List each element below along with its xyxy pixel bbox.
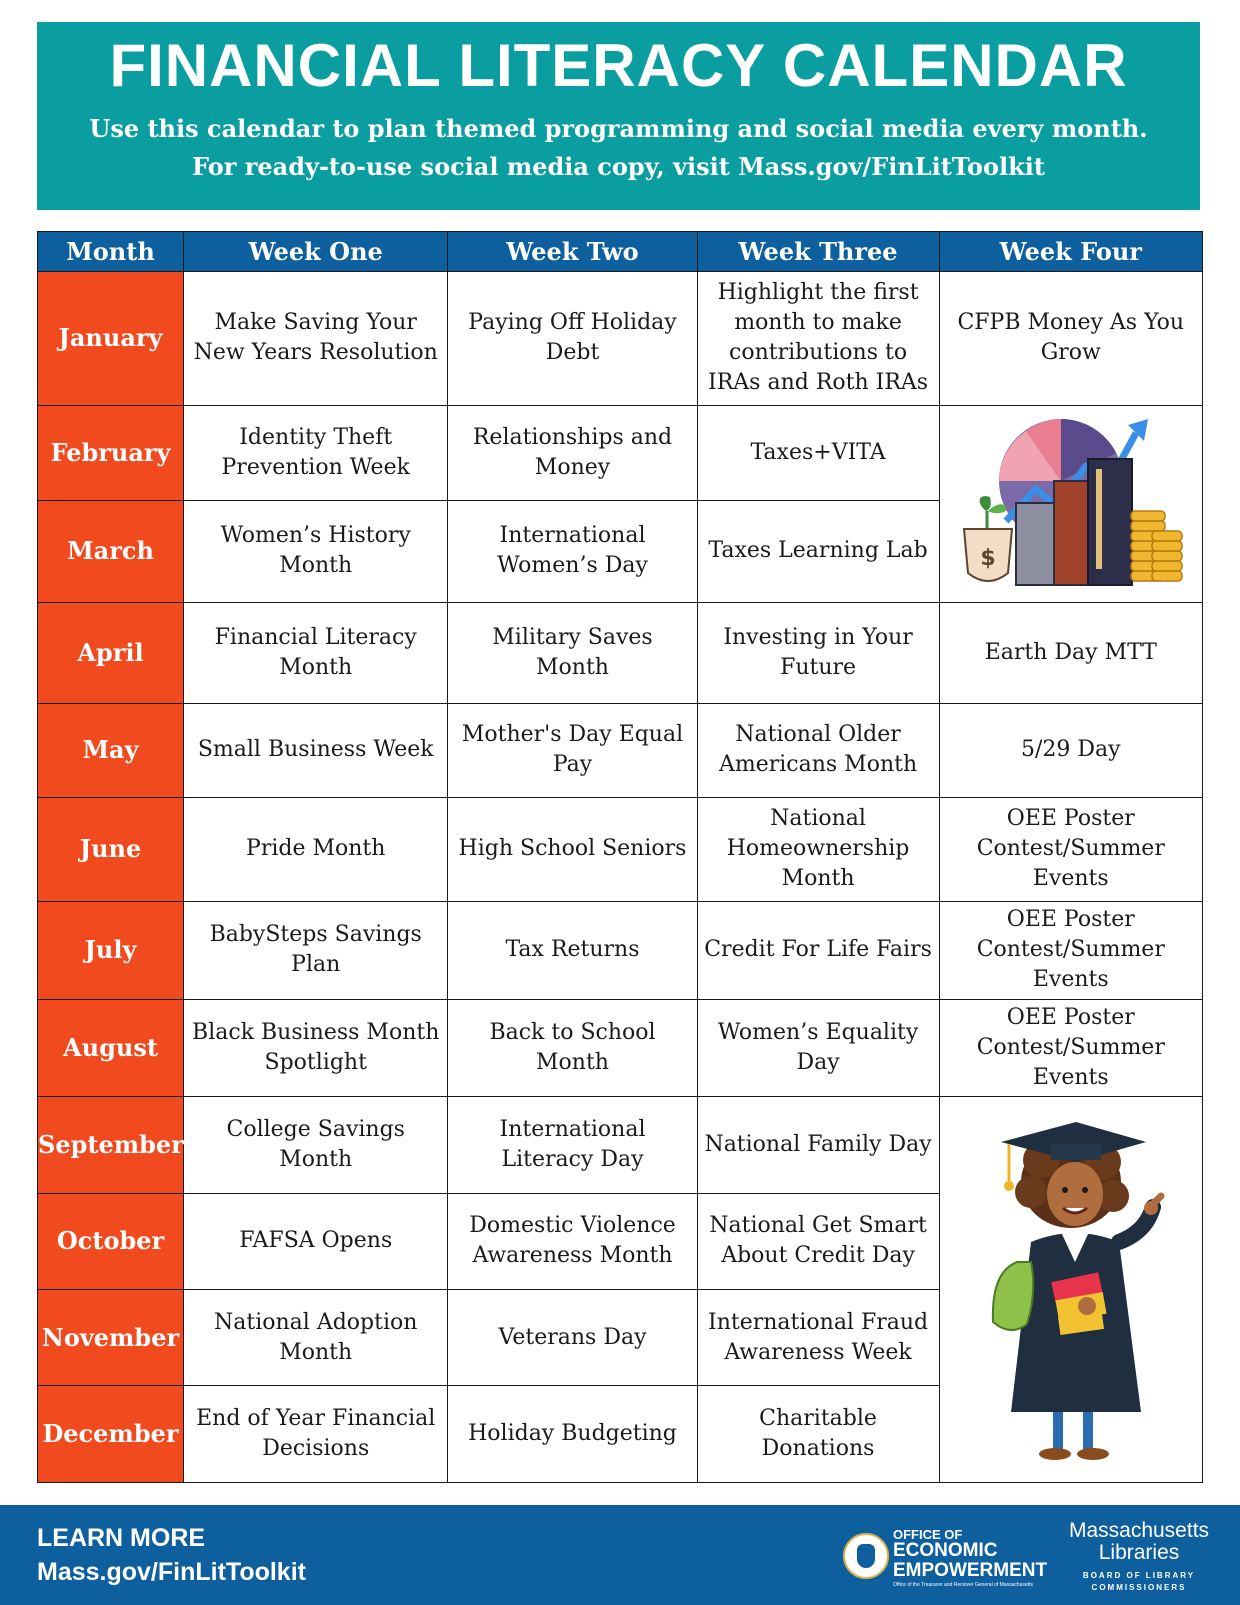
week-two-cell: Veterans Day	[448, 1289, 697, 1385]
week-one-cell: BabySteps Savings Plan	[184, 902, 448, 999]
month-cell: January	[38, 272, 184, 406]
column-header-week-four: Week Four	[939, 232, 1202, 272]
month-cell: December	[38, 1386, 184, 1483]
month-cell: October	[38, 1193, 184, 1289]
week-one-cell: Black Business Month Spotlight	[184, 999, 448, 1096]
week-four-cell: 5/29 Day	[939, 704, 1202, 797]
table-row	[38, 999, 1203, 1096]
week-three-cell: Investing in Your Future	[697, 602, 939, 704]
week-three-cell: Credit For Life Fairs	[697, 902, 939, 999]
oee-logo-line-3: EMPOWERMENT	[893, 1560, 1048, 1581]
mass-libraries-logo	[1064, 1520, 1214, 1594]
subtitle-line-1: Use this calendar to plan themed programming and social media every month.	[89, 114, 1148, 143]
month-cell: August	[38, 999, 184, 1096]
column-header-month: Month	[38, 232, 184, 272]
column-header-week-two: Week Two	[448, 232, 697, 272]
week-one-cell: Make Saving Your New Years Resolution	[184, 272, 448, 406]
week-two-cell: International Literacy Day	[448, 1097, 697, 1193]
month-cell: April	[38, 602, 184, 704]
week-three-cell: Taxes+VITA	[697, 405, 939, 500]
week-two-cell: Relationships and Money	[448, 405, 697, 500]
month-cell: June	[38, 797, 184, 902]
toolkit-link[interactable]: Mass.gov/FinLitToolkit	[37, 1558, 306, 1586]
week-four-cell: OEE Poster Contest/Summer Events	[939, 797, 1202, 902]
finance-illustration-cell	[939, 405, 1202, 602]
table-row	[38, 797, 1203, 902]
week-one-cell: Small Business Week	[184, 704, 448, 797]
calendar-table	[37, 231, 1203, 1483]
week-two-cell: International Women’s Day	[448, 501, 697, 603]
week-three-cell: Charitable Donations	[697, 1386, 939, 1483]
week-two-cell: Tax Returns	[448, 902, 697, 999]
week-three-cell: Taxes Learning Lab	[697, 501, 939, 603]
table-row	[38, 704, 1203, 797]
learn-more-label: LEARN MORE	[37, 1524, 206, 1552]
week-one-cell: Identity Theft Prevention Week	[184, 405, 448, 500]
week-three-cell: National Family Day	[697, 1097, 939, 1193]
graduate-illustration-icon	[971, 1112, 1171, 1467]
week-one-cell: Women’s History Month	[184, 501, 448, 603]
week-two-cell: Domestic Violence Awareness Month	[448, 1193, 697, 1289]
table-row	[38, 902, 1203, 999]
subtitle-line-2: For ready-to-use social media copy, visit Mass.gov/FinLitToolkit	[192, 152, 1045, 181]
mass-libraries-line-3: BOARD OF LIBRARY COMMISSIONERS	[1082, 1571, 1196, 1592]
week-three-cell: National Get Smart About Credit Day	[697, 1193, 939, 1289]
table-row	[38, 1097, 1203, 1193]
finance-growth-illustration-icon	[956, 411, 1186, 596]
week-three-cell: National Older Americans Month	[697, 704, 939, 797]
week-four-cell: CFPB Money As You Grow	[939, 272, 1202, 406]
column-header-week-one: Week One	[184, 232, 448, 272]
month-cell: March	[38, 501, 184, 603]
column-header-week-three: Week Three	[697, 232, 939, 272]
month-cell: November	[38, 1289, 184, 1385]
week-two-cell: Paying Off Holiday Debt	[448, 272, 697, 406]
week-four-cell: OEE Poster Contest/Summer Events	[939, 999, 1202, 1096]
week-two-cell: Mother's Day Equal Pay	[448, 704, 697, 797]
month-cell: September	[38, 1097, 184, 1193]
week-one-cell: National Adoption Month	[184, 1289, 448, 1385]
week-two-cell: Military Saves Month	[448, 602, 697, 704]
oee-logo-line-4: Office of the Treasurer and Receiver General of Massachusetts	[893, 1582, 1033, 1588]
learn-more-block	[37, 1521, 306, 1589]
month-cell: February	[38, 405, 184, 500]
week-one-cell: FAFSA Opens	[184, 1193, 448, 1289]
table-row	[38, 405, 1203, 500]
week-four-cell: Earth Day MTT	[939, 602, 1202, 704]
mass-libraries-line-1: Massachusetts	[1068, 1519, 1210, 1542]
week-three-cell: International Fraud Awareness Week	[697, 1289, 939, 1385]
footer-bar	[0, 1505, 1240, 1605]
massachusetts-seal-icon	[843, 1533, 889, 1579]
week-two-cell: High School Seniors	[448, 797, 697, 902]
week-two-cell: Back to School Month	[448, 999, 697, 1096]
week-three-cell: Women’s Equality Day	[697, 999, 939, 1096]
week-four-cell: OEE Poster Contest/Summer Events	[939, 902, 1202, 999]
page-title: FINANCIAL LITERACY CALENDAR	[109, 32, 1128, 99]
week-three-cell: Highlight the first month to make contributions to IRAs and Roth IRAs	[697, 272, 939, 406]
oee-logo-line-1: OFFICE OF	[893, 1527, 963, 1542]
oee-logo-line-2: ECONOMIC	[893, 1540, 998, 1561]
week-one-cell: End of Year Financial Decisions	[184, 1386, 448, 1483]
graduate-illustration-cell	[939, 1097, 1202, 1483]
table-row	[38, 602, 1203, 704]
week-one-cell: Pride Month	[184, 797, 448, 902]
title-banner	[37, 22, 1200, 210]
week-two-cell: Holiday Budgeting	[448, 1386, 697, 1483]
month-cell: July	[38, 902, 184, 999]
week-one-cell: College Savings Month	[184, 1097, 448, 1193]
table-row	[38, 272, 1203, 406]
month-cell: May	[38, 704, 184, 797]
week-three-cell: National Homeownership Month	[697, 797, 939, 902]
mass-libraries-line-2: Libraries	[1098, 1541, 1180, 1564]
table-header-row	[38, 232, 1203, 272]
week-one-cell: Financial Literacy Month	[184, 602, 448, 704]
dollar-sign-label: $	[980, 546, 996, 572]
